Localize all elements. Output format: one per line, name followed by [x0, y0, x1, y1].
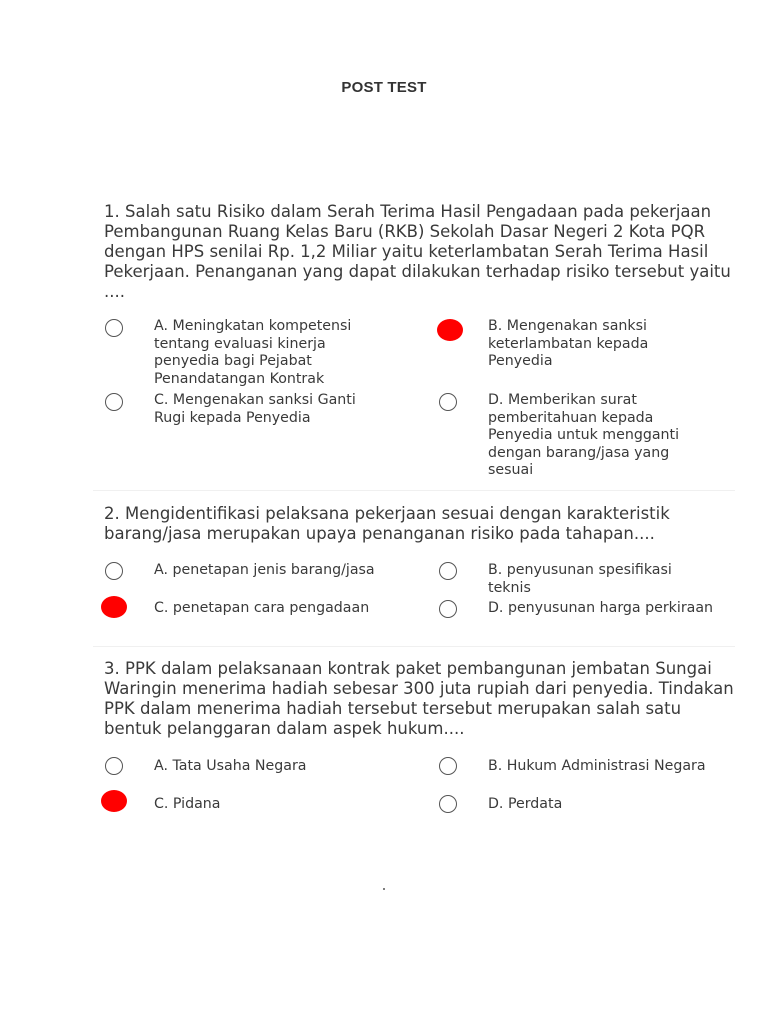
- radio-button[interactable]: [439, 562, 457, 580]
- question-3-text: 3. PPK dalam pelaksanaan kontrak paket pembangunan jembatan Sungai Waringin menerima hadiah sebesar 300 juta rupiah dari penyedia. Tindakan PPK dalam menerima hadiah tersebut tersebut merupakan salah satu bentuk pelanggaran dalam aspek hukum....: [104, 659, 734, 738]
- divider: [93, 490, 735, 491]
- radio-button[interactable]: [105, 393, 123, 411]
- page-title: POST TEST: [341, 79, 427, 96]
- question-1-option-a[interactable]: [104, 318, 414, 390]
- question-2-option-c[interactable]: [100, 596, 414, 620]
- option-label: D. penyusunan harga perkiraan: [488, 600, 714, 616]
- radio-button[interactable]: [439, 393, 457, 411]
- question-1-option-b[interactable]: [436, 318, 736, 374]
- question-2-option-b[interactable]: [436, 562, 736, 600]
- radio-button[interactable]: [105, 319, 123, 337]
- question-2-option-a[interactable]: [104, 562, 414, 584]
- question-3-option-d[interactable]: [436, 795, 736, 817]
- question-2-text: 2. Mengidentifikasi pelaksana pekerjaan sesuai dengan karakteristik barang/jasa merupakan upaya penanganan risiko pada tahapan....: [104, 504, 670, 543]
- option-label: A. Tata Usaha Negara: [154, 758, 307, 774]
- footer-mark: [383, 888, 385, 890]
- option-label: B. penyusunan spesifikasi teknis: [488, 562, 672, 596]
- radio-button[interactable]: [437, 319, 463, 341]
- radio-button[interactable]: [105, 757, 123, 775]
- question-3-option-c[interactable]: [100, 790, 414, 814]
- radio-button[interactable]: [439, 757, 457, 775]
- question-1-option-c[interactable]: [104, 392, 414, 432]
- option-label: C. Mengenakan sanksi Ganti Rugi kepada Penyedia: [154, 392, 356, 426]
- divider: [93, 646, 735, 647]
- radio-button[interactable]: [439, 600, 457, 618]
- option-label: A. penetapan jenis barang/jasa: [154, 562, 375, 578]
- option-label: A. Meningkatan kompetensi tentang evaluasi kinerja penyedia bagi Pejabat Penandatangan Kontrak: [154, 318, 352, 387]
- question-3-option-a[interactable]: [104, 757, 414, 779]
- option-label: C. Pidana: [154, 796, 221, 812]
- question-2-option-d[interactable]: [436, 600, 736, 622]
- question-1-text: 1. Salah satu Risiko dalam Serah Terima Hasil Pengadaan pada pekerjaan Pembangunan Ruang Kelas Baru (RKB) Sekolah Dasar Negeri 2 Kota PQR dengan HPS senilai Rp. 1,2 Miliar yaitu keterlambatan Serah Terima Hasil Pekerjaan. Penanganan yang dapat dilakukan terhadap risiko tersebut yaitu ....: [104, 202, 731, 301]
- radio-button[interactable]: [101, 790, 127, 812]
- option-label: B. Mengenakan sanksi keterlambatan kepada Penyedia: [488, 318, 649, 369]
- option-label: C. penetapan cara pengadaan: [154, 600, 370, 616]
- radio-button[interactable]: [439, 795, 457, 813]
- option-label: B. Hukum Administrasi Negara: [488, 758, 706, 774]
- question-1-option-d[interactable]: [436, 392, 736, 482]
- option-label: D. Perdata: [488, 796, 563, 812]
- radio-button[interactable]: [105, 562, 123, 580]
- radio-button[interactable]: [101, 596, 127, 618]
- question-3-option-b[interactable]: [436, 757, 736, 779]
- option-label: D. Memberikan surat pemberitahuan kepada Penyedia untuk mengganti dengan barang/jasa yang sesuai: [488, 392, 680, 478]
